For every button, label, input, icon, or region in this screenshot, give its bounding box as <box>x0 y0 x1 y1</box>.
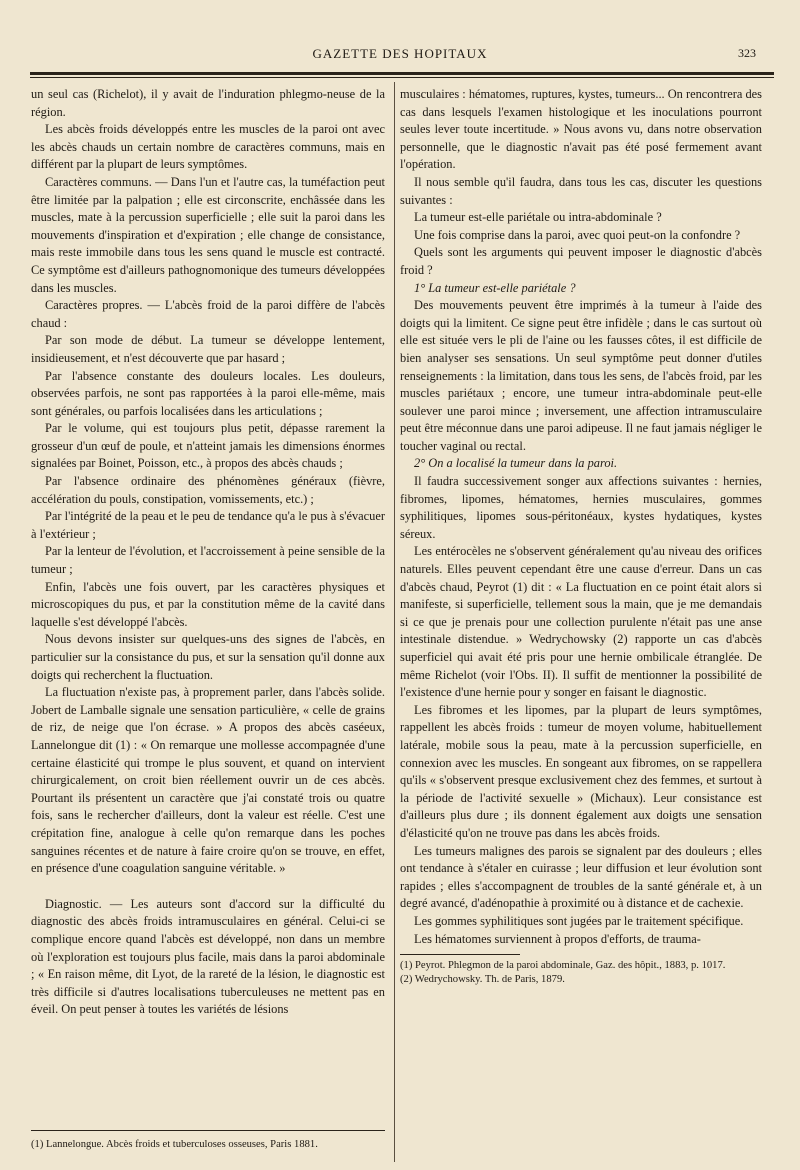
paragraph: La fluctuation n'existe pas, à proprement parler, dans l'abcès solide. Jobert de Lamballe signale une sensation particulière, « celle de grains de riz, de neige que l'on écrase. » A propos des abcès caséeux, Lannelongue dit (1) : « On remarque une mollesse accompagnée d'une certaine élasticité qui trompe le plus souvent, et quand on intervient chirurgicalement, on croit bien réellement ouvrir un de ces abcès. Pourtant ils présentent un caractère que j'ai constaté trois ou quatre fois, sans le rechercher d'ailleurs, dont la valeur est réelle. C'est une crépitation fine, analogue à celle qu'on remarque dans les poches sanguines récentes et de nature à faire croire qu'on se trouve, en effet, en présence d'une coagulation sanguine véritable. » <box>31 685 385 876</box>
paragraph: La tumeur est-elle pariétale ou intra-abdominale ? <box>414 210 662 225</box>
subheading: 2° On a localisé la tumeur dans la paroi. <box>414 456 618 471</box>
paragraph: Les entérocèles ne s'observent généralement qu'au niveau des orifices naturels. Elles peuvent cependant être une cause d'erreur. Dans un cas d'abcès chaud, Peyrot (1) dit : « La fluctuation en ce point était alors si manifeste, si superficielle, tellement sous la main, que je me demandais si ce que je prenais pour une collection purulente n'était pas une anse intestinale distendue. » Wedrychowsky (2) rapporte un cas d'abcès superficiel qui avait été pris pour une hernie ombilicale étranglée. De même Richelot (voir l'Obs. II). Il suffit de mentionner la possibilité de l'existence d'une hernie pour y songer en faisant le diagnostic. <box>400 544 762 700</box>
paragraph: Caractères propres. — L'abcès froid de la paroi diffère de l'abcès chaud : <box>31 298 385 330</box>
paragraph: Il nous semble qu'il faudra, dans tous les cas, discuter les questions suivantes : <box>400 174 762 207</box>
subheading: 1° La tumeur est-elle pariétale ? <box>414 280 576 295</box>
footnote-rule <box>31 1130 385 1131</box>
section-spacer <box>31 878 385 896</box>
paragraph: Les tumeurs malignes des parois se signalent par des douleurs ; elles ont tendance à s'étaler en cuirasse ; leur diffusion et leur évolution sont rapides ; elles s'accompagnent de troubles de la santé générale et, à un degré avancé, d'adénopathie à proximité ou à distance et de cachexie. <box>400 843 762 911</box>
paragraph: Des mouvements peuvent être imprimés à la tumeur à l'aide des doigts qui la limitent. Ce signe peut être infidèle ; dans le cas surtout où elle est située vers le pli de l'aine ou les fausses côtes, il est difficile de bien analyser ses sensations. Un seul symptôme peut donner d'utiles renseignements : la limitation, dans tous les sens, de l'abcès froid, par les muscles pariétaux ; encore, une tumeur intra-abdominale peut-elle soulever une paroi mince ; inversement, une affection intramusculaire peut être méconnue dans une paroi adipeuse. Il ne faut jamais négliger le toucher vaginal ou rectal. <box>400 298 762 453</box>
footnote-rule <box>400 954 520 955</box>
paragraph: Par l'intégrité de la peau et le peu de tendance qu'a le pus à s'évacuer à l'extérieur ; <box>31 509 385 541</box>
paragraph: Par la lenteur de l'évolution, et l'accroissement à peine sensible de la tumeur ; <box>31 544 385 577</box>
paragraph: Les hématomes surviennent à propos d'efforts, de trauma- <box>414 931 701 946</box>
paragraph: Il faudra successivement songer aux affections suivantes : hernies, fibromes, lipomes, hématomes, hernies musculaires, gommes syphilitiques, lipomes sous-péritonéaux, kystes hydatiques, kystes séreux. <box>400 474 762 541</box>
footnote: (1) Lannelongue. Abcès froids et tuberculoses osseuses, Paris 1881. <box>31 1139 318 1150</box>
footnote: (2) Wedrychowsky. Th. de Paris, 1879. <box>400 973 565 985</box>
column-divider <box>394 82 395 1162</box>
paragraph: Caractères communs. — Dans l'un et l'autre cas, la tuméfaction peut être limitée par la palpation ; elle est circonscrite, enchâssée dans les muscles, mate à la percussion superficielle ; elle suit la paroi dans les mouvements d'inspiration et d'expiration ; elle change de consistance, mais reste immobile dans tous les sens quand le muscle est contracté. Ce symptôme est d'ailleurs pathognomonique des tumeurs développées dans les muscles. <box>31 174 385 295</box>
paragraph: Par l'absence ordinaire des phénomènes généraux (fièvre, accélération du pouls, constipation, vomissements, etc.) ; <box>31 474 385 506</box>
right-footnotes <box>400 959 762 986</box>
paragraph: Par le volume, qui est toujours plus petit, dépasse rarement la grosseur d'un œuf de poule, et n'atteint jamais les dimensions énormes signalées par Boinet, Poisson, etc., à propos des abcès chauds ; <box>31 421 385 471</box>
left-column <box>31 86 385 1019</box>
right-column <box>400 86 762 986</box>
paragraph: musculaires : hématomes, ruptures, kystes, tumeurs... On rencontrera des cas dans lesquels l'examen histologique et les inoculations pourront seules lever toute incertitude. » Nous avons vu, dans notre observation personnelle, que le diagnostic n'avait pas été posé fermement avant l'opération. <box>400 87 762 172</box>
running-header <box>0 46 800 64</box>
paragraph: Quels sont les arguments qui peuvent imposer le diagnostic d'abcès froid ? <box>400 245 762 277</box>
paragraph: Par l'absence constante des douleurs locales. Les douleurs, observées parfois, ne sont pas rapportées à la paroi elle-même, mais sont générales, ou parfois localisées dans les articulations ; <box>31 368 385 418</box>
footnote: (1) Peyrot. Phlegmon de la paroi abdominale, Gaz. des hôpit., 1883, p. 1017. <box>400 960 726 972</box>
page-number: 323 <box>738 46 756 60</box>
paragraph: Les fibromes et les lipomes, par la plupart de leurs symptômes, rappellent les abcès froids : tumeur de moyen volume, habituellement latérale, mobile sous la peau, mate à la percussion superficielle, en connexion avec les muscles. En songeant aux fibromes, on se rappellera qu'ils « s'observent presque exclusivement chez des femmes, et surtout à la période de l'activité sexuelle » (Michaux). Leur consistance est d'ailleurs plus dure ; ils donnent également aux doigts une sensation d'élasticité qu'on ne trouve pas dans les abcès froids. <box>400 702 762 840</box>
paragraph: Par son mode de début. La tumeur se développe lentement, insidieusement, et n'est découverte que par hasard ; <box>31 333 385 365</box>
paragraph: un seul cas (Richelot), il y avait de l'induration phlegmo-neuse de la région. <box>31 87 385 119</box>
paragraph: Les abcès froids développés entre les muscles de la paroi ont avec les abcès chauds un certain nombre de caractères communs, mais en différent par la plupart de leurs symptômes. <box>31 122 385 172</box>
header-rule-thick <box>30 72 774 75</box>
diagnostic-paragraph: Diagnostic. — Les auteurs sont d'accord sur la difficulté du diagnostic des abcès froids intramusculaires en général. Celui-ci se complique encore quand l'abcès est développé, non dans un membre où l'exploration est toujours plus facile, mais dans la paroi abdominale ; « En raison même, dit Lyot, de la rareté de la lésion, le diagnostic est très difficile si d'autres localisations tuberculeuses ne mettent pas en éveil. On peut penser à toutes les variétés de lésions <box>31 896 385 1017</box>
paragraph: Nous devons insister sur quelques-uns des signes de l'abcès, en particulier sur la consistance du pus, et sur la sensation qu'il donne aux doigts qui recherchent la fluctuation. <box>31 632 385 682</box>
paragraph: Les gommes syphilitiques sont jugées par le traitement spécifique. <box>414 913 744 928</box>
left-footnote-area <box>31 1130 385 1150</box>
paragraph: Une fois comprise dans la paroi, avec quoi peut-on la confondre ? <box>414 227 741 242</box>
paragraph: Enfin, l'abcès une fois ouvert, par les caractères physiques et microscopiques du pus, et par la constitution même de la cavité dans laquelle s'est développé l'abcès. <box>31 579 385 629</box>
journal-title: GAZETTE DES HOPITAUX <box>312 46 488 61</box>
header-rule-thin <box>30 77 774 78</box>
